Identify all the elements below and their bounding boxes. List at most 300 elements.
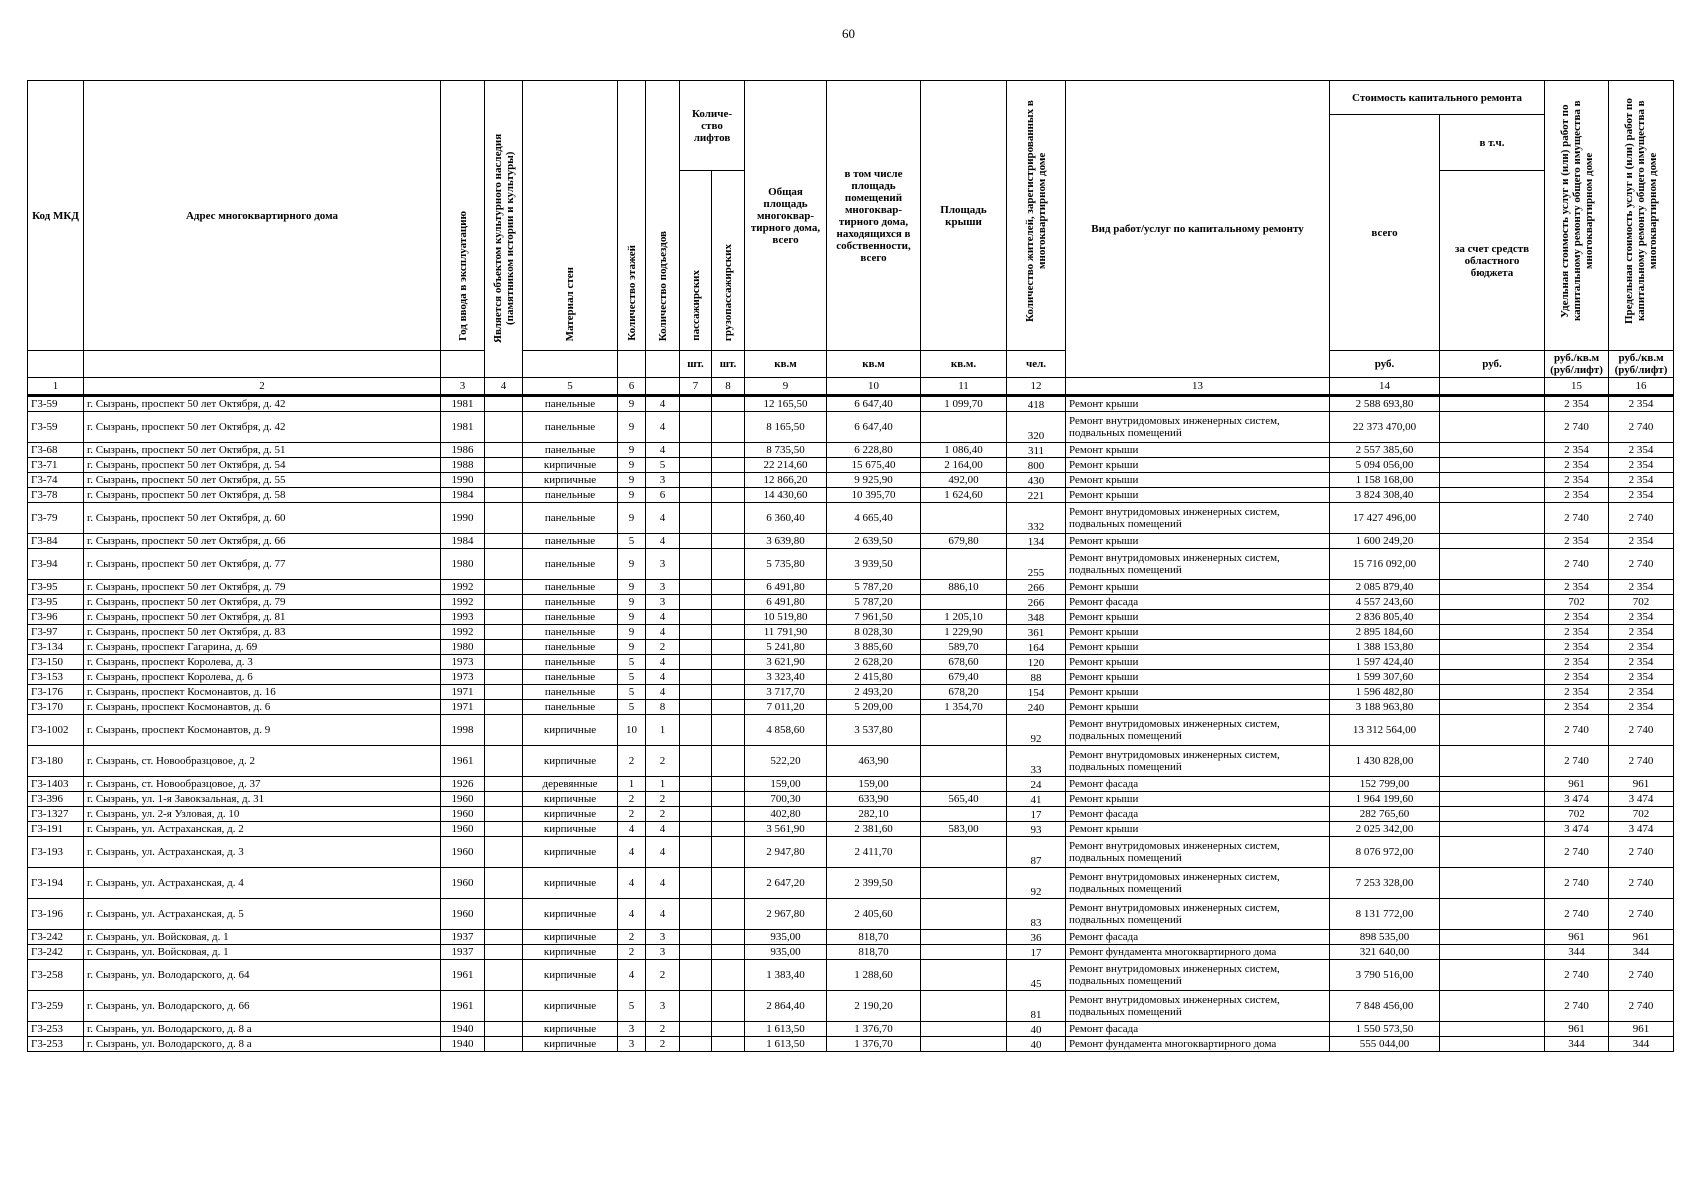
cell-lifts-pass [680,625,712,640]
cell-owned-area: 15 675,40 [827,458,921,473]
unit-wall [523,351,618,378]
cell-cost-regional [1440,792,1545,807]
cell-code: Г3-96 [28,610,84,625]
cell-roof-area [921,412,1007,443]
cell-floors: 4 [618,837,646,868]
cell-owned-area: 3 939,50 [827,549,921,580]
cell-unit-cost: 961 [1545,777,1609,792]
header-cost-regional: за счет средств областного бюджета [1440,171,1545,351]
cell-roof-area: 565,40 [921,792,1007,807]
table-row [28,549,1674,580]
cell-roof-area: 583,00 [921,822,1007,837]
cell-address: г. Сызрань, ул. Войсковая, д. 1 [84,930,441,945]
cell-owned-area: 3 537,80 [827,715,921,746]
cell-entrances: 4 [646,655,680,670]
cell-work: Ремонт внутридомовых инженерных систем, подвальных помещений [1066,991,1330,1022]
cell-lifts-cargo [712,443,745,458]
table-row [28,458,1674,473]
cell-year: 1960 [441,837,485,868]
cell-owned-area: 818,70 [827,930,921,945]
cell-work: Ремонт крыши [1066,458,1330,473]
cell-owned-area: 6 647,40 [827,396,921,412]
cell-roof-area [921,503,1007,534]
cell-lifts-pass [680,610,712,625]
cell-roof-area: 678,20 [921,685,1007,700]
cell-floors: 5 [618,700,646,715]
cell-heritage [485,473,523,488]
cell-lifts-cargo [712,549,745,580]
cell-floors: 9 [618,549,646,580]
cell-max-cost: 961 [1609,777,1674,792]
cell-max-cost: 2 354 [1609,655,1674,670]
cell-floors: 4 [618,822,646,837]
cell-residents: 164 [1007,640,1066,655]
cell-year: 1990 [441,503,485,534]
cell-heritage [485,534,523,549]
cell-roof-area [921,1022,1007,1037]
cell-residents: 36 [1007,930,1066,945]
unit-lifts-pass: шт. [680,351,712,378]
cell-total-area: 10 519,80 [745,610,827,625]
cell-cost-total: 3 824 308,40 [1330,488,1440,503]
cell-floors: 9 [618,610,646,625]
cell-heritage [485,1037,523,1052]
table-row [28,625,1674,640]
cell-unit-cost: 2 354 [1545,655,1609,670]
cell-owned-area: 633,90 [827,792,921,807]
cell-year: 1992 [441,625,485,640]
cell-heritage [485,640,523,655]
cell-work: Ремонт крыши [1066,610,1330,625]
cell-lifts-pass [680,473,712,488]
unit-unit-cost: руб./кв.м (руб/лифт) [1545,351,1609,378]
cell-cost-total: 8 076 972,00 [1330,837,1440,868]
cell-year: 1981 [441,412,485,443]
cell-lifts-pass [680,1037,712,1052]
table-row [28,685,1674,700]
cell-year: 1973 [441,655,485,670]
cell-cost-regional [1440,1037,1545,1052]
header-floors: Количество этажей [618,81,646,351]
cell-lifts-pass [680,715,712,746]
column-number: 2 [84,378,441,396]
cell-cost-total: 1 430 828,00 [1330,746,1440,777]
cell-residents: 33 [1007,746,1066,777]
cell-roof-area: 1 086,40 [921,443,1007,458]
cell-residents: 88 [1007,670,1066,685]
cell-lifts-cargo [712,580,745,595]
cell-cost-total: 2 025 342,00 [1330,822,1440,837]
cell-unit-cost: 2 354 [1545,685,1609,700]
column-number: 6 [618,378,646,396]
cell-cost-total: 2 557 385,60 [1330,443,1440,458]
cell-entrances: 4 [646,837,680,868]
cell-work: Ремонт фасада [1066,930,1330,945]
cell-code: Г3-59 [28,412,84,443]
cell-work: Ремонт внутридомовых инженерных систем, подвальных помещений [1066,746,1330,777]
cell-lifts-pass [680,458,712,473]
cell-owned-area: 463,90 [827,746,921,777]
cell-work: Ремонт крыши [1066,488,1330,503]
cell-roof-area: 679,80 [921,534,1007,549]
cell-floors: 5 [618,991,646,1022]
column-number: 11 [921,378,1007,396]
cell-total-area: 11 791,90 [745,625,827,640]
cell-lifts-pass [680,685,712,700]
cell-lifts-cargo [712,473,745,488]
cell-work: Ремонт фундамента многоквартирного дома [1066,945,1330,960]
cell-max-cost: 2 354 [1609,640,1674,655]
cell-max-cost: 2 354 [1609,458,1674,473]
cell-cost-regional [1440,503,1545,534]
cell-work: Ремонт внутридомовых инженерных систем, подвальных помещений [1066,549,1330,580]
cell-heritage [485,655,523,670]
cell-lifts-cargo [712,715,745,746]
cell-total-area: 5 735,80 [745,549,827,580]
cell-address: г. Сызрань, проспект 50 лет Октября, д. 58 [84,488,441,503]
cell-owned-area: 9 925,90 [827,473,921,488]
cell-residents: 45 [1007,960,1066,991]
cell-total-area: 1 383,40 [745,960,827,991]
cell-entrances: 4 [646,625,680,640]
cell-address: г. Сызрань, ул. 1-я Завокзальная, д. 31 [84,792,441,807]
cell-unit-cost: 2 354 [1545,473,1609,488]
cell-unit-cost: 2 740 [1545,899,1609,930]
cell-max-cost: 2 354 [1609,396,1674,412]
cell-cost-total: 2 085 879,40 [1330,580,1440,595]
cell-code: Г3-396 [28,792,84,807]
cell-max-cost: 2 740 [1609,746,1674,777]
cell-unit-cost: 2 354 [1545,625,1609,640]
cell-address: г. Сызрань, проспект Королева, д. 6 [84,670,441,685]
cell-entrances: 2 [646,1022,680,1037]
unit-address [84,351,441,378]
cell-wall: панельные [523,443,618,458]
cell-work: Ремонт фасада [1066,595,1330,610]
cell-code: Г3-253 [28,1022,84,1037]
cell-roof-area [921,991,1007,1022]
cell-lifts-pass [680,580,712,595]
cell-lifts-cargo [712,822,745,837]
cell-unit-cost: 2 740 [1545,715,1609,746]
cell-year: 1984 [441,488,485,503]
cell-unit-cost: 961 [1545,930,1609,945]
capital-repair-table [27,80,1674,1052]
cell-heritage [485,685,523,700]
cell-lifts-cargo [712,930,745,945]
cell-residents: 418 [1007,396,1066,412]
cell-owned-area: 5 209,00 [827,700,921,715]
cell-entrances: 4 [646,412,680,443]
cell-unit-cost: 2 740 [1545,837,1609,868]
table-row [28,822,1674,837]
cell-total-area: 159,00 [745,777,827,792]
cell-year: 1961 [441,960,485,991]
cell-lifts-pass [680,991,712,1022]
cell-work: Ремонт крыши [1066,700,1330,715]
cell-cost-total: 17 427 496,00 [1330,503,1440,534]
cell-cost-total: 282 765,60 [1330,807,1440,822]
cell-roof-area [921,746,1007,777]
cell-residents: 311 [1007,443,1066,458]
cell-heritage [485,899,523,930]
cell-address: г. Сызрань, проспект 50 лет Октября, д. 81 [84,610,441,625]
cell-wall: кирпичные [523,822,618,837]
cell-code: Г3-84 [28,534,84,549]
cell-owned-area: 3 885,60 [827,640,921,655]
cell-cost-total: 1 388 153,80 [1330,640,1440,655]
cell-unit-cost: 961 [1545,1022,1609,1037]
cell-wall: панельные [523,580,618,595]
header-lifts-pass: пассажирских [680,171,712,351]
cell-total-area: 3 323,40 [745,670,827,685]
cell-year: 1992 [441,595,485,610]
cell-lifts-cargo [712,610,745,625]
cell-cost-total: 1 599 307,60 [1330,670,1440,685]
unit-cost-regional: руб. [1440,351,1545,378]
cell-lifts-cargo [712,868,745,899]
cell-max-cost: 344 [1609,945,1674,960]
cell-unit-cost: 344 [1545,945,1609,960]
cell-lifts-pass [680,503,712,534]
cell-cost-total: 7 848 456,00 [1330,991,1440,1022]
unit-total-area: кв.м [745,351,827,378]
cell-work: Ремонт крыши [1066,822,1330,837]
cell-total-area: 935,00 [745,930,827,945]
cell-roof-area: 1 205,10 [921,610,1007,625]
cell-code: Г3-59 [28,396,84,412]
cell-lifts-pass [680,837,712,868]
cell-cost-total: 321 640,00 [1330,945,1440,960]
cell-total-area: 6 491,80 [745,595,827,610]
cell-floors: 5 [618,685,646,700]
cell-lifts-cargo [712,655,745,670]
cell-code: Г3-68 [28,443,84,458]
table-row [28,396,1674,412]
cell-wall: кирпичные [523,945,618,960]
cell-address: г. Сызрань, проспект 50 лет Октября, д. 42 [84,396,441,412]
cell-roof-area: 492,00 [921,473,1007,488]
unit-lifts-cargo: шт. [712,351,745,378]
unit-entrances [646,351,680,378]
cell-year: 1990 [441,473,485,488]
unit-residents: чел. [1007,351,1066,378]
cell-address: г. Сызрань, проспект Космонавтов, д. 9 [84,715,441,746]
column-number: 9 [745,378,827,396]
cell-work: Ремонт внутридомовых инженерных систем, подвальных помещений [1066,960,1330,991]
cell-lifts-pass [680,960,712,991]
cell-lifts-cargo [712,792,745,807]
cell-wall: панельные [523,595,618,610]
cell-roof-area [921,899,1007,930]
cell-residents: 361 [1007,625,1066,640]
cell-residents: 41 [1007,792,1066,807]
header-year: Год ввода в эксплуатацию [441,81,485,351]
cell-heritage [485,991,523,1022]
cell-residents: 240 [1007,700,1066,715]
cell-heritage [485,670,523,685]
cell-max-cost: 2 740 [1609,868,1674,899]
cell-entrances: 2 [646,807,680,822]
cell-cost-total: 2 588 693,80 [1330,396,1440,412]
cell-address: г. Сызрань, ул. Володарского, д. 66 [84,991,441,1022]
cell-owned-area: 2 415,80 [827,670,921,685]
cell-year: 1986 [441,443,485,458]
cell-entrances: 6 [646,488,680,503]
cell-lifts-cargo [712,700,745,715]
column-number: 10 [827,378,921,396]
cell-residents: 134 [1007,534,1066,549]
cell-cost-total: 5 094 056,00 [1330,458,1440,473]
column-number: 8 [712,378,745,396]
cell-roof-area [921,960,1007,991]
cell-wall: панельные [523,396,618,412]
cell-year: 1937 [441,930,485,945]
table-header [28,81,1674,396]
table-row [28,443,1674,458]
cell-lifts-pass [680,443,712,458]
header-cost-incl: в т.ч. [1440,115,1545,171]
cell-floors: 9 [618,458,646,473]
cell-max-cost: 2 740 [1609,899,1674,930]
page-number: 60 [842,26,855,41]
cell-floors: 9 [618,396,646,412]
cell-lifts-cargo [712,1037,745,1052]
cell-year: 1937 [441,945,485,960]
cell-address: г. Сызрань, проспект 50 лет Октября, д. 60 [84,503,441,534]
cell-unit-cost: 2 740 [1545,960,1609,991]
cell-owned-area: 282,10 [827,807,921,822]
cell-floors: 9 [618,503,646,534]
cell-roof-area [921,1037,1007,1052]
cell-lifts-cargo [712,625,745,640]
header-work: Вид работ/услуг по капитальному ремонту [1066,81,1330,378]
cell-cost-regional [1440,1022,1545,1037]
cell-work: Ремонт крыши [1066,443,1330,458]
cell-code: Г3-193 [28,837,84,868]
cell-wall: кирпичные [523,1037,618,1052]
cell-cost-regional [1440,715,1545,746]
cell-cost-total: 7 253 328,00 [1330,868,1440,899]
cell-address: г. Сызрань, проспект 50 лет Октября, д. 66 [84,534,441,549]
table-row [28,715,1674,746]
cell-cost-regional [1440,534,1545,549]
cell-cost-regional [1440,685,1545,700]
cell-year: 1926 [441,777,485,792]
cell-cost-regional [1440,868,1545,899]
cell-unit-cost: 2 740 [1545,503,1609,534]
cell-cost-total: 1 596 482,80 [1330,685,1440,700]
cell-max-cost: 2 354 [1609,625,1674,640]
cell-code: Г3-150 [28,655,84,670]
cell-residents: 221 [1007,488,1066,503]
cell-residents: 255 [1007,549,1066,580]
cell-lifts-cargo [712,807,745,822]
cell-cost-regional [1440,930,1545,945]
column-number [646,378,680,396]
table-row [28,792,1674,807]
unit-floors [618,351,646,378]
cell-lifts-cargo [712,503,745,534]
cell-total-area: 12 866,20 [745,473,827,488]
header-entrances: Количество подъездов [646,81,680,351]
cell-max-cost: 2 740 [1609,549,1674,580]
cell-lifts-pass [680,1022,712,1037]
cell-cost-regional [1440,488,1545,503]
cell-total-area: 22 214,60 [745,458,827,473]
cell-work: Ремонт крыши [1066,473,1330,488]
cell-year: 1960 [441,807,485,822]
cell-cost-total: 898 535,00 [1330,930,1440,945]
column-number: 14 [1330,378,1440,396]
cell-owned-area: 2 405,60 [827,899,921,930]
cell-lifts-cargo [712,670,745,685]
cell-max-cost: 2 354 [1609,443,1674,458]
cell-lifts-cargo [712,534,745,549]
cell-entrances: 2 [646,792,680,807]
cell-entrances: 1 [646,777,680,792]
cell-lifts-pass [680,700,712,715]
cell-lifts-cargo [712,746,745,777]
cell-year: 1992 [441,580,485,595]
cell-address: г. Сызрань, проспект 50 лет Октября, д. 42 [84,412,441,443]
cell-entrances: 2 [646,960,680,991]
cell-cost-regional [1440,655,1545,670]
cell-work: Ремонт внутридомовых инженерных систем, подвальных помещений [1066,715,1330,746]
cell-max-cost: 344 [1609,1037,1674,1052]
cell-lifts-cargo [712,685,745,700]
cell-total-area: 4 858,60 [745,715,827,746]
cell-year: 1980 [441,640,485,655]
cell-code: Г3-78 [28,488,84,503]
table-row [28,655,1674,670]
cell-code: Г3-71 [28,458,84,473]
cell-owned-area: 7 961,50 [827,610,921,625]
column-number: 13 [1066,378,1330,396]
cell-roof-area [921,945,1007,960]
cell-total-area: 7 011,20 [745,700,827,715]
cell-owned-area: 818,70 [827,945,921,960]
cell-code: Г3-242 [28,930,84,945]
cell-heritage [485,412,523,443]
cell-year: 1981 [441,396,485,412]
cell-unit-cost: 2 740 [1545,991,1609,1022]
table-row [28,700,1674,715]
table-row [28,837,1674,868]
cell-cost-total: 152 799,00 [1330,777,1440,792]
cell-max-cost: 2 354 [1609,610,1674,625]
cell-max-cost: 2 354 [1609,488,1674,503]
cell-entrances: 4 [646,670,680,685]
table-row [28,945,1674,960]
cell-heritage [485,610,523,625]
cell-lifts-cargo [712,899,745,930]
cell-unit-cost: 3 474 [1545,792,1609,807]
cell-work: Ремонт фасада [1066,807,1330,822]
unit-owned-area: кв.м [827,351,921,378]
cell-heritage [485,443,523,458]
cell-roof-area: 2 164,00 [921,458,1007,473]
cell-entrances: 4 [646,534,680,549]
cell-unit-cost: 702 [1545,807,1609,822]
cell-max-cost: 2 740 [1609,503,1674,534]
cell-entrances: 2 [646,1037,680,1052]
cell-floors: 3 [618,1037,646,1052]
cell-lifts-pass [680,549,712,580]
cell-work: Ремонт фасада [1066,777,1330,792]
cell-heritage [485,822,523,837]
cell-cost-regional [1440,700,1545,715]
